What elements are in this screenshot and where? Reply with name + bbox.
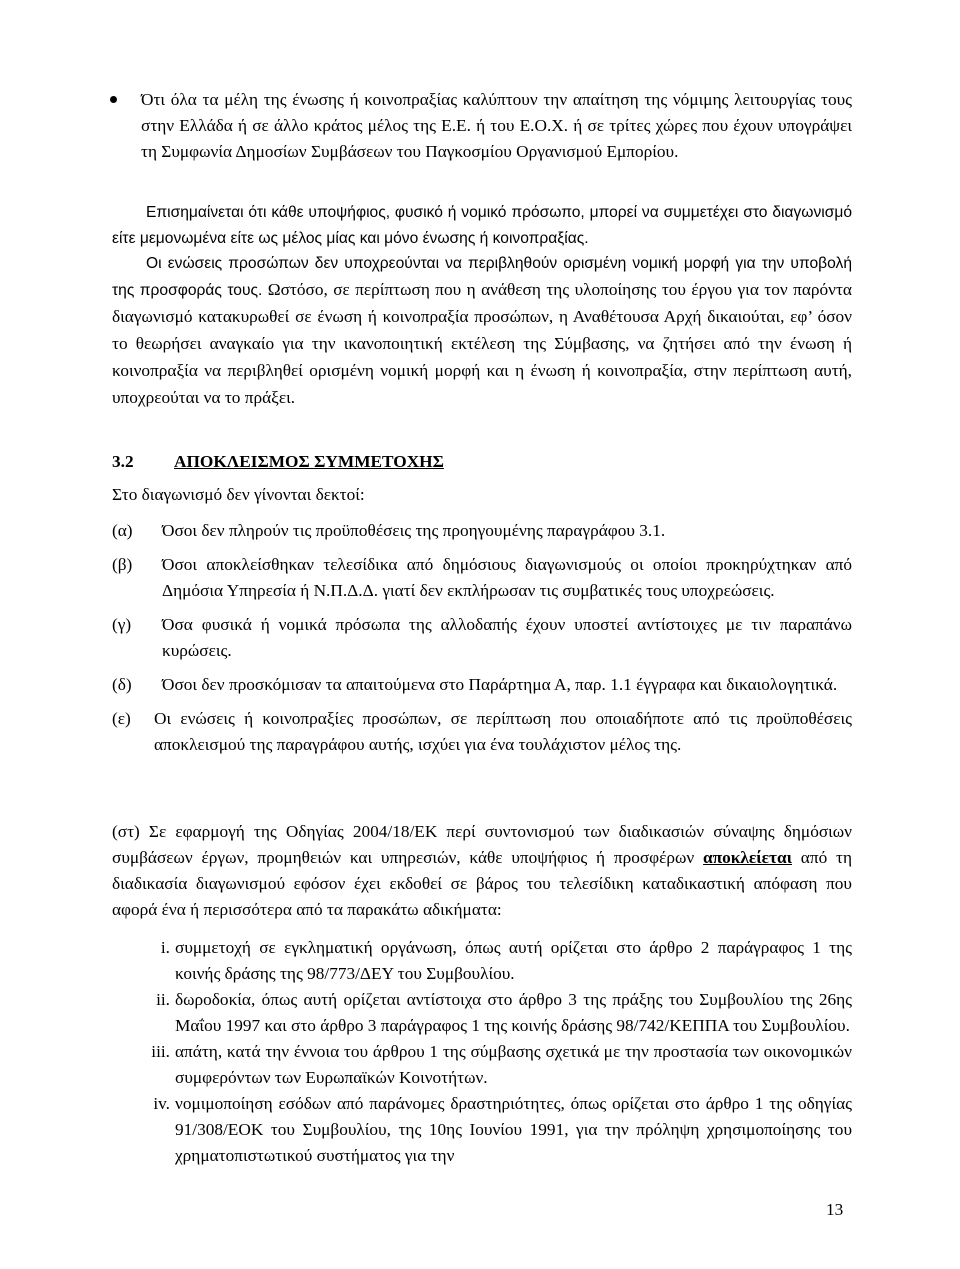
offence-label: ii.: [156, 990, 170, 1009]
offence-text: δωροδοκία, όπως αυτή ορίζεται αντίστοιχα στο άρθρο 3 της πράξης του Συμβουλίου της 26ης Μαΐου 1997 και στο άρθρο 3 παράγραφος 1 της κοινής δράσης 98/742/ΚΕΠΠΑ του Συμβουλίου.: [175, 990, 852, 1035]
list-item-text: Όσοι δεν προσκόμισαν τα απαιτούμενα στο Παράρτημα Α, παρ. 1.1 έγγραφα και δικαιολογητικά.: [162, 675, 838, 694]
list-item: [112, 552, 852, 604]
offence-item: [112, 987, 852, 1039]
bullet-dot-icon: [110, 96, 117, 103]
offence-item: [112, 1039, 852, 1091]
list-item: [112, 706, 852, 758]
list-item-label: (γ): [112, 615, 132, 634]
list-item: [112, 518, 852, 544]
list-item-label: (ε): [112, 709, 131, 728]
offence-label: iii.: [151, 1042, 170, 1061]
offence-label: iv.: [153, 1094, 170, 1113]
directive-emphasis: αποκλείεται: [703, 848, 792, 867]
bullet-item: [110, 87, 852, 165]
offence-text: απάτη, κατά την έννοια του άρθρου 1 της σύμβασης σχετικά με την προστασία των οικονομικών συμφερόντων των Ευρωπαϊκών Κοινοτήτων.: [175, 1042, 852, 1087]
list-item-text: Οι ενώσεις ή κοινοπραξίες προσώπων, σε περίπτωση που οποιαδήποτε από τις προϋποθέσεις αποκλεισμού της παραγράφου αυτής, ισχύει για ένα τουλάχιστον μέλος της.: [154, 709, 852, 754]
list-item-text: Όσοι δεν πληρούν τις προϋποθέσεις της προηγουμένης παραγράφου 3.1.: [162, 521, 666, 540]
paragraph-joint-ventures-sans: Οι ενώσεις προσώπων δεν υποχρεούνται να περιβληθούν ορισμένη νομική μορφή για την υποβολή της προσφοράς τους.: [112, 255, 852, 299]
offence-item: [112, 1091, 852, 1169]
offence-text: συμμετοχή σε εγκληματική οργάνωση, όπως αυτή ορίζεται στο άρθρο 2 παράγραφος 1 της κοινής δράσης της 98/773/ΔΕΥ του Συμβουλίου.: [175, 938, 852, 983]
section-heading: [112, 452, 444, 472]
directive-text-after: από τη διαδικασία διαγωνισμού εφόσον έχει εκδοθεί σε βάρος του τελεσίδικη καταδικαστική απόφαση που αφορά ένα ή περισσότερα από τα παρακάτω αδικήματα:: [112, 848, 852, 919]
paragraph-participation: Επισημαίνεται ότι κάθε υποψήφιος, φυσικό ή νομικό πρόσωπο, μπορεί να συμμετέχει στο διαγωνισμό είτε μεμονωμένα είτε ως μέλος μίας και μόνο ένωσης ή κοινοπραξίας.: [112, 204, 852, 247]
list-item-label: (α): [112, 521, 133, 540]
bullet-text: Ότι όλα τα μέλη της ένωσης ή κοινοπραξίας καλύπτουν την απαίτηση της νόμιμης λειτουργίας τους στην Ελλάδα ή σε άλλο κράτος μέλος της Ε.Ε. ή του Ε.Ο.Χ. ή σε τρίτες χώρες που έχουν υπογράψει τη Συμφωνία Δημοσίων Συμβάσεων του Παγκοσμίου Οργανισμού Εμπορίου.: [141, 90, 852, 161]
paragraph-joint-ventures: [112, 251, 852, 412]
list-item: [112, 672, 852, 698]
directive-text-before: (στ) Σε εφαρμογή της Οδηγίας 2004/18/ΕΚ περί συντονισμού των διαδικασιών σύναψης δημόσιων συμβάσεων έργων, προμηθειών και υπηρεσιών, κάθε υποψήφιος ή προσφέρων: [112, 822, 852, 867]
list-item-text: Όσα φυσικά ή νομικά πρόσωπα της αλλοδαπής έχουν υποστεί αντίστοιχες με τιν παραπάνω κυρώσεις.: [162, 615, 852, 660]
section-number: 3.2: [112, 452, 134, 471]
paragraph-directive: [112, 819, 852, 923]
list-item-label: (δ): [112, 675, 132, 694]
exclusion-list: [112, 518, 852, 766]
offence-text: νομιμοποίηση εσόδων από παράνομες δραστηριότητες, όπως ορίζεται στο άρθρο 1 της οδηγίας 91/308/ΕΟΚ του Συμβουλίου, της 10ης Ιουνίου 1991, για την πρόληψη χρησιμοποίησης του χρηματοπιστωτικού συστήματος για την: [175, 1094, 852, 1165]
offence-label: i.: [160, 938, 170, 957]
section-title: ΑΠΟΚΛΕΙΣΜΟΣ ΣΥΜΜΕΤΟΧΗΣ: [174, 452, 444, 471]
paragraph-joint-ventures-serif: Ωστόσο, σε περίπτωση που η ανάθεση της υλοποίησης του έργου για τον παρόντα διαγωνισμό κατακυρωθεί σε ένωση ή κοινοπραξία προσώπων, η Αναθέτουσα Αρχή δικαιούται, εφ’ όσον το θεωρήσει αναγκαίο για την ικανοποιητική εκτέλεση της Σύμβασης, να ζητήσει από την ένωση ή κοινοπραξία να περιβληθεί ορισμένη νομική μορφή και η ένωση ή κοινοπραξία, στην περίπτωση αυτή, υποχρεούται να το πράξει.: [112, 280, 852, 407]
offence-item: [112, 935, 852, 987]
section-intro: Στο διαγωνισμό δεν γίνονται δεκτοί:: [112, 485, 365, 504]
page-number: 13: [826, 1200, 844, 1219]
list-item: [112, 612, 852, 664]
list-item-text: Όσοι αποκλείσθηκαν τελεσίδικα από δημόσιους διαγωνισμούς οι οποίοι προκηρύχτηκαν από Δημόσια Υπηρεσία ή Ν.Π.Δ.Δ. γιατί δεν εκπλήρωσαν τις συμβατικές τους υποχρεώσεις.: [162, 555, 852, 600]
offences-list: [112, 935, 852, 1169]
list-item-label: (β): [112, 555, 133, 574]
